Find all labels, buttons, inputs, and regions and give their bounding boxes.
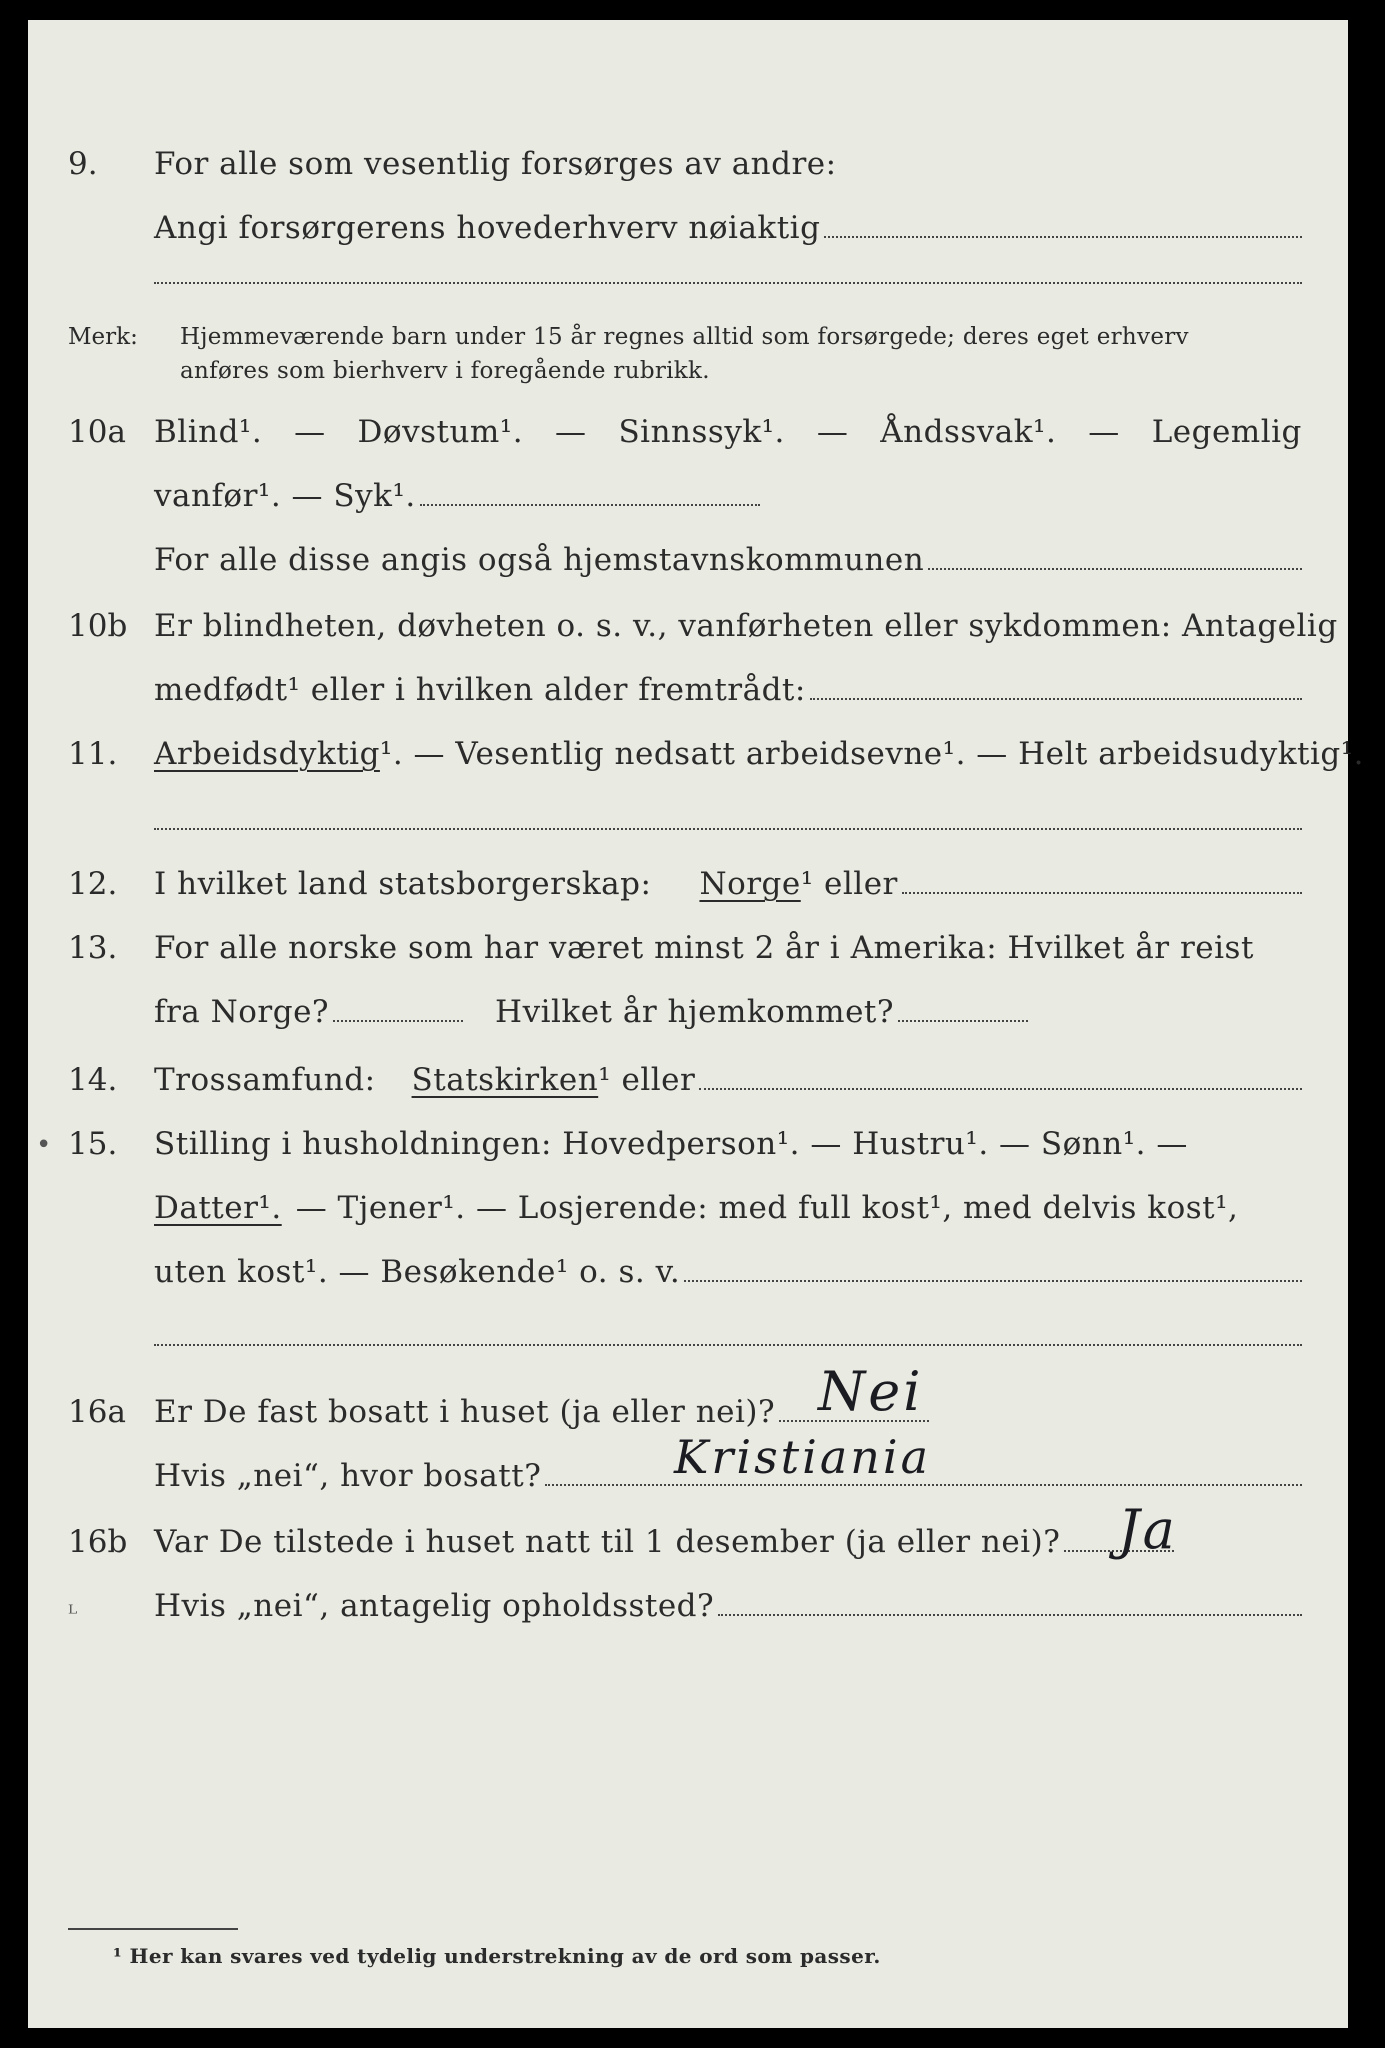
q10a-hjemstavn-field[interactable]: [928, 542, 1302, 570]
q14-eller: ¹ eller: [598, 1062, 696, 1098]
q12-line: [28, 864, 1348, 924]
q9-line1: [28, 144, 1348, 204]
q12-answer-field[interactable]: [902, 866, 1302, 894]
note-line1: Hjemmeværende barn under 15 år regnes alltid som forsørgede; deres eget erhverv: [180, 324, 1189, 350]
q9-extra-line: [154, 282, 1302, 284]
q16b-question: Var De tilstede i huset natt til 1 desember (ja eller nei)?: [154, 1524, 1061, 1560]
q9-number: 9.: [68, 146, 98, 182]
q13-reist-field[interactable]: [333, 994, 463, 1022]
census-form-page: [28, 20, 1365, 2028]
q14-answer-field[interactable]: [699, 1062, 1302, 1090]
q9-question: For alle som vesentlig forsørges av andre:: [154, 146, 837, 182]
handwritten-answer-kristiania: Kristiania: [674, 1430, 932, 1484]
q16b-opholdssted-field[interactable]: [718, 1588, 1302, 1616]
q10b-answer-field[interactable]: [810, 672, 1302, 700]
q10b-line2: [28, 670, 1348, 730]
q16b-line2: [28, 1586, 1348, 1646]
footnote: ¹ Her kan svares ved tydelig understrekning av de ord som passer.: [113, 1944, 881, 1968]
q11-other-options[interactable]: ¹. — Vesentlig nedsatt arbeidsevne¹. — Helt arbeidsudyktig¹.: [379, 736, 1365, 772]
q13-reist-label: fra Norge?: [154, 994, 330, 1030]
q11-extra-line: [154, 828, 1302, 830]
q9-subquestion: Angi forsørgerens hovederhverv nøiaktig: [154, 210, 821, 246]
q13-hjemkommet-field[interactable]: [898, 994, 1028, 1022]
q10a-line2: [28, 476, 1348, 536]
q12-question: I hvilket land statsborgerskap:: [154, 866, 652, 902]
q9-line2: [28, 208, 1348, 268]
q10a-line3: [28, 540, 1348, 600]
q14-line: [28, 1060, 1348, 1120]
footnote-rule: [68, 1928, 238, 1930]
dash: —: [1088, 414, 1120, 450]
option-andssvak[interactable]: Åndssvak¹.: [880, 414, 1057, 450]
q13-line1: [28, 928, 1348, 988]
q15-options-cont[interactable]: — Tjener¹. — Losjerende: med full kost¹, med delvis kost¹,: [295, 1190, 1239, 1226]
q13-number: 13.: [68, 930, 118, 966]
q10a-number: 10a: [68, 414, 126, 450]
q15-line1: [28, 1124, 1348, 1184]
option-norge[interactable]: Norge: [699, 866, 801, 902]
handwritten-answer-nei: Nei: [818, 1360, 924, 1423]
q15-options-end[interactable]: uten kost¹. — Besøkende¹ o. s. v.: [154, 1254, 681, 1290]
option-arbeidsdyktig[interactable]: Arbeidsdyktig: [154, 736, 380, 772]
q11-number: 11.: [68, 736, 118, 772]
q15-answer-field[interactable]: [684, 1254, 1302, 1282]
q10a-options-cont[interactable]: vanfør¹. — Syk¹.: [154, 478, 416, 514]
option-datter[interactable]: Datter¹.: [154, 1190, 282, 1226]
q11-line: [28, 734, 1365, 794]
q16a-number: 16a: [68, 1394, 126, 1430]
q12-number: 12.: [68, 866, 118, 902]
option-sinnssyk[interactable]: Sinnssyk¹.: [618, 414, 785, 450]
handwritten-answer-ja: Ja: [1118, 1498, 1178, 1561]
q10a-answer-field[interactable]: [420, 478, 760, 506]
q14-question: Trossamfund:: [154, 1062, 376, 1098]
q15-number: 15.: [68, 1126, 118, 1162]
q15-extra-line: [154, 1344, 1302, 1346]
option-dovstum[interactable]: Døvstum¹.: [357, 414, 524, 450]
q16a-question: Er De fast bosatt i huset (ja eller nei)?: [154, 1394, 776, 1430]
q13-hjemkommet-label: Hvilket år hjemkommet?: [495, 994, 895, 1030]
option-legemlig[interactable]: Legemlig: [1151, 414, 1302, 450]
dash: —: [294, 414, 326, 450]
q10b-question: Er blindheten, døvheten o. s. v., vanførheten eller sykdommen: Antagelig: [154, 608, 1338, 644]
q10a-line1: [28, 412, 1348, 472]
q16b-subquestion: Hvis „nei“, antagelig opholdssted?: [154, 1588, 715, 1624]
q12-eller: ¹ eller: [800, 866, 898, 902]
q10b-subquestion: medfødt¹ eller i hvilken alder fremtrådt:: [154, 672, 806, 708]
note-label: Merk:: [68, 324, 138, 350]
q15-line2: [28, 1188, 1348, 1248]
q15-question[interactable]: Stilling i husholdningen: Hovedperson¹. — Hustru¹. — Sønn¹. —: [154, 1126, 1188, 1162]
q10b-line1: [28, 606, 1348, 666]
option-statskirken[interactable]: Statskirken: [411, 1062, 599, 1098]
q10b-number: 10b: [68, 608, 128, 644]
margin-dot: •: [36, 1130, 52, 1160]
q9-answer-field[interactable]: [824, 210, 1302, 238]
q16a-subquestion: Hvis „nei“, hvor bosatt?: [154, 1458, 542, 1494]
dash: —: [816, 414, 849, 450]
q16b-number: 16b: [68, 1524, 128, 1560]
option-blind[interactable]: Blind¹.: [154, 414, 263, 450]
q13-question: For alle norske som har været minst 2 år i Amerika: Hvilket år reist: [154, 930, 1254, 966]
margin-mark: ᴸ: [68, 1602, 78, 1627]
q10a-hjemstavn-question: For alle disse angis også hjemstavnskommunen: [154, 542, 925, 578]
note-line2: anføres som bierhverv i foregående rubrikk.: [180, 358, 710, 384]
q15-line3: [28, 1252, 1348, 1312]
q13-line2: [28, 992, 1348, 1052]
dash: —: [555, 414, 587, 450]
q14-number: 14.: [68, 1062, 118, 1098]
